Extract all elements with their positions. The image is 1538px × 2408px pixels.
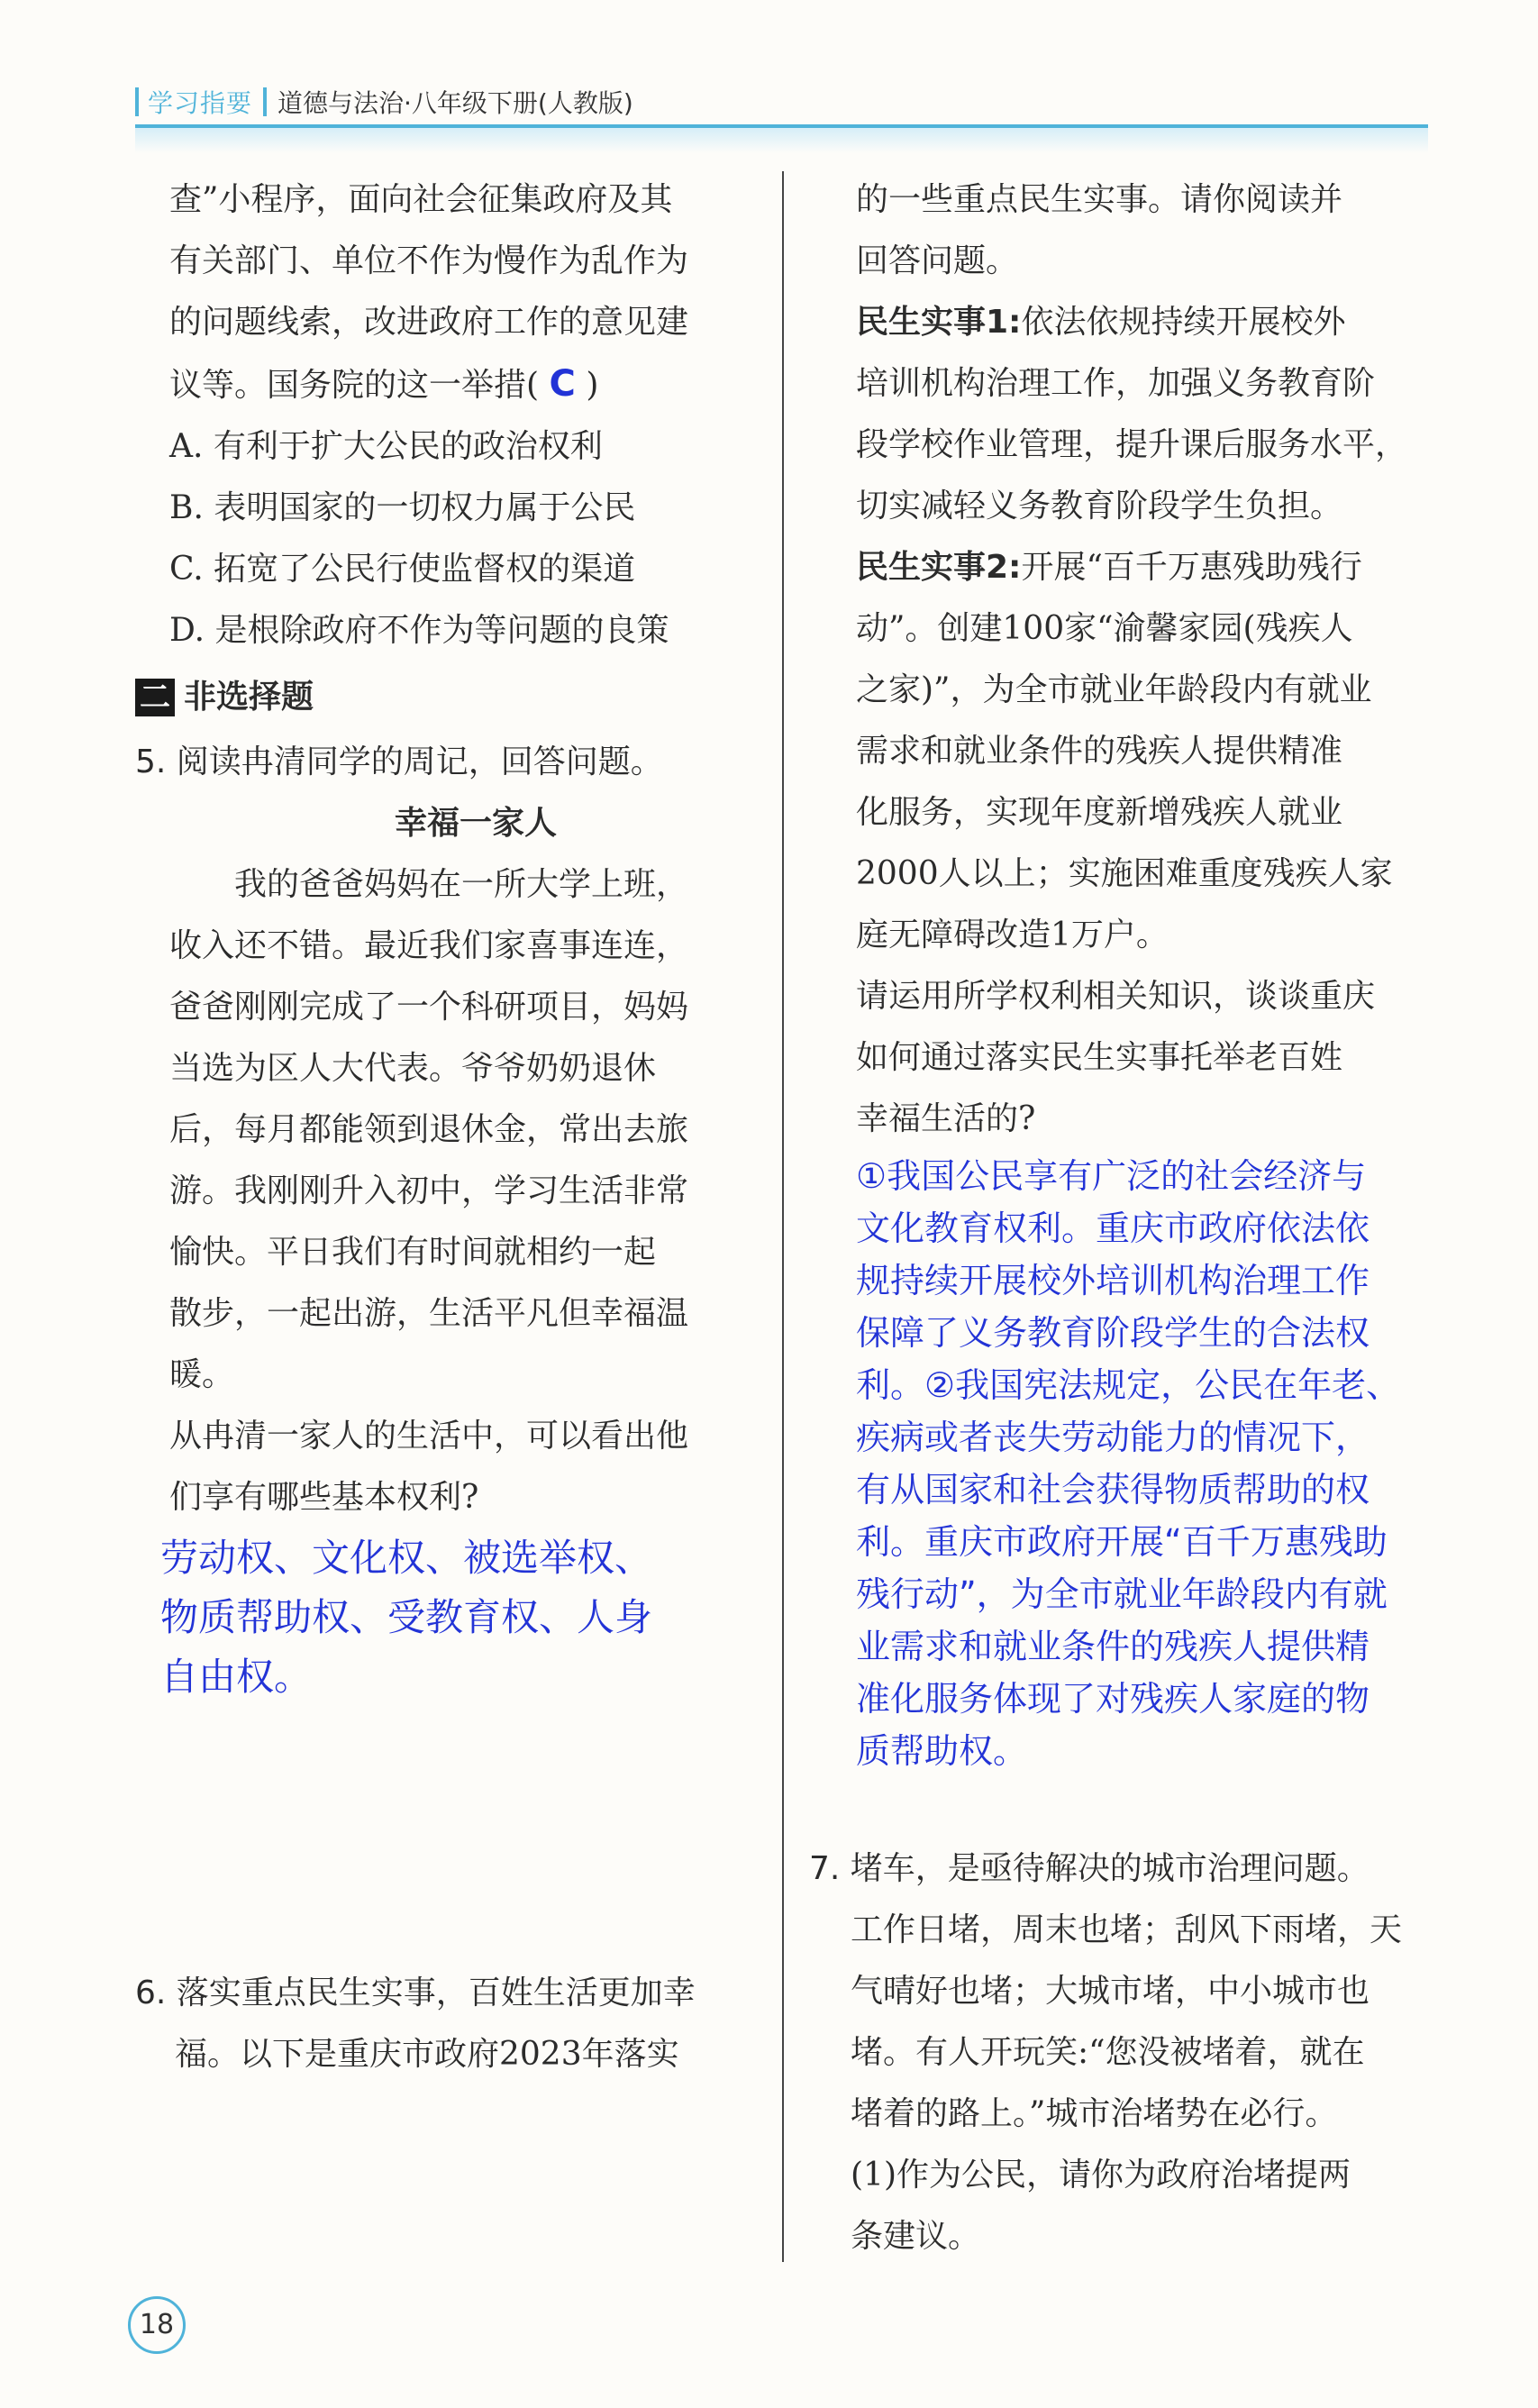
fact1-line: 切实减轻义务教育阶段学生负担。 <box>856 488 1343 524</box>
q6-question: 幸福生活的? <box>856 1100 1036 1137</box>
essay-line: 散步，一起出游，生活平凡但幸福温 <box>169 1295 689 1332</box>
q6-question: 如何通过落实民生实事托举老百姓 <box>856 1039 1343 1076</box>
answer-line: 利。重庆市政府开展“百千万惠残助 <box>856 1522 1388 1562</box>
column-divider <box>782 171 784 2262</box>
q6-answer <box>856 1150 1433 1777</box>
essay-line: 收入还不错。最近我们家喜事连连， <box>169 927 689 964</box>
fact1-label: 民生实事1: <box>856 304 1022 341</box>
q7-line: 气晴好也堵；大城市堵，中小城市也 <box>851 1973 1370 2010</box>
left-column <box>135 169 746 1707</box>
handwritten-answer-choice: C <box>549 363 576 405</box>
fact1-text: 依法依规持续开展校外 <box>1021 304 1346 341</box>
essay-line: 我的爸爸妈妈在一所大学上班， <box>234 866 689 903</box>
fact2 <box>856 537 1433 598</box>
fact1-line: 培训机构治理工作，加强义务教育阶 <box>856 365 1376 402</box>
header-divider <box>135 87 139 116</box>
question-line: 有关部门、单位不作为慢作为乱作为 <box>169 242 689 279</box>
question-text: 议等。国务院的这一举措( <box>169 367 540 404</box>
fact2-line: 之家)”，为全市就业年龄段内有就业 <box>856 671 1372 708</box>
question-line: 们享有哪些基本权利? <box>169 1479 479 1516</box>
answer-line: ①我国公民享有广泛的社会经济与 <box>856 1156 1367 1196</box>
answer-line: 准化服务体现了对残疾人家庭的物 <box>856 1679 1370 1719</box>
page-number: 18 <box>128 2296 186 2354</box>
fact1 <box>856 292 1433 353</box>
answer-line: 文化教育权利。重庆市政府依法依 <box>856 1209 1370 1248</box>
essay-line: 后，每月都能领到退休金，常出去旅 <box>169 1111 689 1148</box>
essay-title: 幸福一家人 <box>394 805 557 842</box>
option-a: A. 有利于扩大公民的政治权利 <box>169 428 603 465</box>
question-line: 的问题线索，改进政府工作的意见建 <box>169 304 689 341</box>
q6-question: 请运用所学权利相关知识，谈谈重庆 <box>856 978 1376 1015</box>
section-title: 非选择题 <box>184 679 314 716</box>
essay-line: 游。我刚刚升入初中，学习生活非常 <box>169 1172 689 1209</box>
q5-answer <box>160 1528 746 1707</box>
section-number: 二 <box>135 679 175 716</box>
fact2-line: 动”。创建100家“渝馨家园(残疾人 <box>856 610 1353 647</box>
q6-line: 福。以下是重庆市政府2023年落实 <box>175 2036 679 2073</box>
question-paren: ) <box>586 367 599 404</box>
option-c: C. 拓宽了公民行使监督权的渠道 <box>169 551 636 588</box>
q7-line: 堵。有人开玩笑:“您没被堵着，就在 <box>851 2034 1365 2071</box>
essay-line: 爸爸刚刚完成了一个科研项目，妈妈 <box>169 989 689 1026</box>
right-column <box>856 169 1433 1777</box>
q6-continued: 的一些重点民生实事。请你阅读并 <box>856 181 1343 218</box>
section-heading <box>135 667 746 728</box>
answer-line: 自由权。 <box>160 1655 313 1699</box>
answer-line: 残行动”，为全市就业年龄段内有就 <box>856 1574 1388 1614</box>
option-b: B. 表明国家的一切权力属于公民 <box>169 489 636 526</box>
answer-line: 有从国家和社会获得物质帮助的权 <box>856 1470 1370 1510</box>
option-d: D. 是根除政府不作为等问题的良策 <box>169 612 669 649</box>
answer-line: 规持续开展校外培训机构治理工作 <box>856 1261 1370 1300</box>
q6-continued: 回答问题。 <box>856 242 1019 279</box>
q7-line: 堵着的路上。”城市治堵势在必行。 <box>851 2095 1338 2132</box>
answer-line: 劳动权、文化权、被选举权、 <box>160 1536 653 1580</box>
q5-stem: 5. 阅读冉清同学的周记，回答问题。 <box>135 743 663 780</box>
essay-line: 愉快。平日我们有时间就相约一起 <box>169 1234 657 1271</box>
q7-subquestion: (1)作为公民，请你为政府治堵提两 <box>851 2157 1351 2194</box>
question-line: 从冉清一家人的生活中，可以看出他 <box>169 1418 689 1455</box>
fact2-line: 需求和就业条件的残疾人提供精准 <box>856 733 1343 770</box>
answer-line: 质帮助权。 <box>856 1731 1028 1771</box>
answer-line: 疾病或者丧失劳动能力的情况下， <box>856 1418 1370 1457</box>
fact2-label: 民生实事2: <box>856 549 1022 586</box>
fact1-line: 段学校作业管理，提升课后服务水平， <box>856 426 1408 463</box>
header-band <box>135 128 1428 153</box>
header-divider <box>263 87 267 116</box>
answer-line: 物质帮助权、受教育权、人身 <box>160 1595 653 1639</box>
header-tag: 学习指要 <box>148 88 253 118</box>
fact2-line: 化服务，实现年度新增残疾人就业 <box>856 794 1343 831</box>
answer-line: 保障了义务教育阶段学生的合法权 <box>856 1313 1370 1353</box>
running-header <box>135 79 633 124</box>
q7-line: 条建议。 <box>851 2218 981 2255</box>
answer-line: 利。②我国宪法规定，公民在年老、 <box>856 1365 1401 1405</box>
q6-block <box>135 1963 757 2085</box>
essay-line: 暖。 <box>169 1356 235 1393</box>
header-title: 道德与法治·八年级下册(人教版) <box>278 88 633 118</box>
question-line <box>169 353 746 416</box>
q7-line: 工作日堵，周末也堵；刮风下雨堵，天 <box>851 1911 1403 1948</box>
essay-line: 当选为区人大代表。爷爷奶奶退休 <box>169 1050 657 1087</box>
q6-line: 6. 落实重点民生实事，百姓生活更加幸 <box>135 1975 696 2011</box>
fact2-text: 开展“百千万惠残助残行 <box>1021 549 1362 586</box>
answer-line: 业需求和就业条件的残疾人提供精 <box>856 1627 1370 1666</box>
fact2-line: 庭无障碍改造1万户。 <box>856 917 1169 953</box>
q7-block <box>809 1838 1440 2267</box>
q7-line: 7. 堵车，是亟待解决的城市治理问题。 <box>809 1850 1370 1887</box>
fact2-line: 2000人以上；实施困难重度残疾人家 <box>856 855 1393 892</box>
question-line: 查”小程序，面向社会征集政府及其 <box>169 181 673 218</box>
